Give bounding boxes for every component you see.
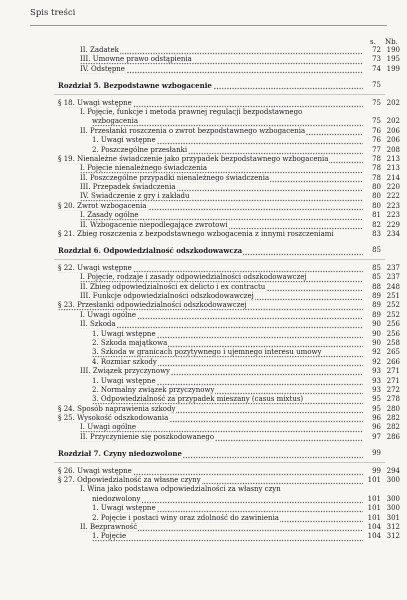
- chapter-entry[interactable]: [0, 81, 407, 90]
- entry-title: 2. Pojęcie i postaci winy oraz zdolność do zawinienia: [92, 514, 363, 523]
- page-number: 85: [372, 273, 381, 282]
- toc-entry[interactable]: [0, 117, 407, 126]
- toc-entry[interactable]: [0, 348, 407, 357]
- entry-title: 2. Szkoda majątkowa: [92, 339, 363, 348]
- entry-title: § 24. Sposób naprawienia szkody: [58, 405, 363, 414]
- toc-entry[interactable]: [0, 358, 407, 367]
- margin-number: 278: [386, 395, 400, 404]
- margin-number: 223: [386, 201, 400, 210]
- page-number: 80: [372, 201, 381, 210]
- entry-title: 1. Uwagi wstępne: [92, 136, 363, 145]
- chapter-divider: [54, 94, 385, 95]
- entry-title: I. Zasady ogólne: [80, 211, 363, 220]
- page-number: 72: [372, 46, 381, 54]
- margin-number: 229: [386, 220, 400, 229]
- toc-entry[interactable]: [0, 311, 407, 320]
- toc-entry[interactable]: [0, 292, 407, 301]
- toc-entry[interactable]: [0, 467, 407, 476]
- entry-title: I. Pojęcie nienależnego świadczenia: [80, 164, 363, 173]
- entry-title: § 18. Uwagi wstępne: [58, 99, 363, 108]
- entry-title: 3. Odpowiedzialność za przypadek mieszany (casus mixtus): [92, 395, 363, 404]
- page-number: 89: [372, 301, 381, 310]
- margin-number: 237: [386, 273, 400, 282]
- entry-title: I. Uwagi ogólne: [80, 311, 363, 320]
- entry-title: I. Pojęcie, rodzaje i zasady odpowiedzialności odszkodowawczej: [80, 273, 363, 282]
- entry-title: niedozwolony: [92, 495, 363, 504]
- toc-entry[interactable]: [0, 414, 407, 423]
- chapter-entry[interactable]: [0, 449, 407, 458]
- toc-entry[interactable]: [0, 211, 407, 220]
- toc-entry[interactable]: [0, 273, 407, 282]
- entry-title: 4. Rozmiar szkody: [92, 358, 363, 367]
- page-number: 78: [372, 173, 381, 182]
- entry-title: III. Funkcje odpowiedzialności odszkodowawczej: [80, 292, 363, 301]
- entry-title: 1. Pojęcie: [92, 532, 363, 541]
- toc-entry[interactable]: [0, 485, 407, 494]
- margin-number: 251: [386, 291, 400, 300]
- toc-entry[interactable]: [0, 174, 407, 183]
- entry-title: II. Wzbogacenie niepodlegające zwrotowi: [80, 221, 363, 230]
- margin-number: 312: [386, 522, 400, 531]
- chapter-divider: [54, 259, 385, 260]
- toc-entry[interactable]: [0, 230, 407, 239]
- page-number: 85: [372, 246, 381, 255]
- margin-number: 300: [386, 494, 400, 503]
- chapter-entry[interactable]: [0, 246, 407, 255]
- entry-title: Rozdział 7. Czyny niedozwolone: [58, 449, 363, 458]
- margin-number: 294: [386, 466, 400, 475]
- margin-number: 282: [386, 414, 400, 423]
- header-rule: [30, 25, 387, 26]
- margin-number: 220: [386, 183, 400, 192]
- entry-title: 1. Uwagi wstępne: [92, 330, 363, 339]
- toc-entry[interactable]: [0, 301, 407, 310]
- margin-number: 300: [386, 476, 400, 485]
- toc-entry[interactable]: [0, 504, 407, 513]
- page-number: 75: [372, 81, 381, 90]
- margin-number: 300: [386, 504, 400, 513]
- toc-entry[interactable]: [0, 405, 407, 414]
- toc-entry[interactable]: [0, 523, 407, 532]
- toc-entry[interactable]: [0, 183, 407, 192]
- margin-number: 213: [386, 164, 400, 173]
- page-number: 104: [367, 522, 381, 531]
- page-number: 96: [372, 423, 381, 432]
- toc-entry[interactable]: [0, 476, 407, 485]
- toc-entry[interactable]: [0, 386, 407, 395]
- toc-entry[interactable]: [0, 99, 407, 108]
- toc-entry[interactable]: [0, 283, 407, 292]
- margin-number: 271: [386, 367, 400, 376]
- page-number: 82: [372, 220, 381, 229]
- entry-title: § 23. Przesłanki odpowiedzialności odszkodowawczej: [58, 301, 363, 310]
- entry-title: § 19. Nienależne świadczenie jako przypadek bezpodstawnego wzbogacenia: [58, 155, 363, 164]
- entry-title: § 27. Odpowiedzialność za własne czyny: [58, 476, 363, 485]
- entry-title: 1. Uwagi wstępne: [92, 377, 363, 386]
- page-number: 101: [367, 513, 381, 522]
- entry-title: I. Pojęcie, funkcje i metoda prawnej regulacji bezpodstawnego: [80, 107, 303, 116]
- entry-title: 2. Poszczególne przesłanki: [92, 146, 363, 155]
- page-number: 89: [372, 310, 381, 319]
- margin-number: 213: [386, 154, 400, 163]
- page-number: 99: [372, 449, 381, 458]
- toc-entry[interactable]: [0, 514, 407, 523]
- toc-entry[interactable]: [0, 136, 407, 145]
- margin-number: 258: [386, 338, 400, 347]
- toc-entry[interactable]: [0, 127, 407, 136]
- toc-entry[interactable]: [0, 55, 407, 64]
- page-number: 76: [372, 136, 381, 145]
- margin-number: 206: [386, 126, 400, 135]
- page-number: 101: [367, 494, 381, 503]
- page-number: 78: [372, 164, 381, 173]
- entry-title: Rozdział 6. Odpowiedzialność odszkodowawcza: [58, 246, 363, 255]
- page-number: 75: [372, 117, 381, 126]
- margin-number-column-label: Nb.: [385, 38, 398, 46]
- entry-title: § 25. Wysokość odszkodowania: [58, 414, 363, 423]
- page-number: 99: [372, 466, 381, 475]
- toc-entry[interactable]: [0, 65, 407, 74]
- entry-title: III. Związek przyczynowy: [80, 367, 363, 376]
- toc-entry[interactable]: [0, 377, 407, 386]
- page-number: 90: [372, 338, 381, 347]
- entry-title: wzbogacenia: [92, 117, 363, 126]
- section-gap: [0, 239, 407, 246]
- margin-number: 301: [386, 513, 400, 522]
- entry-title: § 26. Uwagi wstępne: [58, 467, 363, 476]
- page-number: 85: [372, 263, 381, 272]
- margin-number: 252: [386, 301, 400, 310]
- toc-entry[interactable]: [0, 46, 407, 55]
- toc-entry[interactable]: [0, 221, 407, 230]
- margin-number: 234: [386, 230, 400, 239]
- entry-title: § 21. Zbieg roszczenia z bezpodstawnego wzbogacenia z innymi roszczeniami: [58, 230, 334, 239]
- page-number: 90: [372, 320, 381, 329]
- page-number: 97: [372, 432, 381, 441]
- toc-entry[interactable]: [0, 164, 407, 173]
- chapter-divider: [54, 462, 385, 463]
- margin-number: 280: [386, 404, 400, 413]
- page-number: 101: [367, 504, 381, 513]
- entry-title: § 20. Zwrot wzbogacenia: [58, 202, 363, 211]
- margin-number: 208: [386, 145, 400, 154]
- page-number: 89: [372, 291, 381, 300]
- page-number: 73: [372, 55, 381, 64]
- margin-number: 248: [386, 282, 400, 291]
- page-number: 76: [372, 126, 381, 135]
- margin-number: 286: [386, 432, 400, 441]
- page-number: 92: [372, 348, 381, 357]
- entry-title: II. Szkoda: [80, 320, 363, 329]
- page-number: 96: [372, 414, 381, 423]
- section-gap: [0, 74, 407, 81]
- toc-entry[interactable]: [0, 367, 407, 376]
- page-number: 95: [372, 395, 381, 404]
- margin-number: 202: [386, 98, 400, 107]
- page-number: 75: [372, 98, 381, 107]
- entry-title: IV. Świadczenie z gry i zakładu: [80, 192, 363, 201]
- toc-entry[interactable]: [0, 202, 407, 211]
- page-number: 93: [372, 385, 381, 394]
- toc-entry[interactable]: [0, 146, 407, 155]
- margin-number: 271: [386, 376, 400, 385]
- toc-entry[interactable]: [0, 395, 407, 404]
- margin-number: 214: [386, 173, 400, 182]
- toc-entry[interactable]: [0, 532, 407, 541]
- toc-entry[interactable]: [0, 192, 407, 201]
- margin-number: 202: [386, 117, 400, 126]
- margin-number: 265: [386, 348, 400, 357]
- entry-title: I. Wina jako podstawa odpowiedzialności za własny czyn: [80, 485, 281, 494]
- entry-title: II. Przesłanki roszczenia o zwrot bezpodstawnego wzbogacenia: [80, 127, 363, 136]
- entry-title: § 22. Uwagi wstępne: [58, 264, 363, 273]
- page-number: 77: [372, 145, 381, 154]
- entry-title: II. Zbieg odpowiedzialności ex delicto i ex contractu: [80, 283, 363, 292]
- toc-entry[interactable]: [0, 108, 407, 117]
- page-number: 92: [372, 357, 381, 366]
- margin-number: 237: [386, 263, 400, 272]
- entry-title: I. Uwagi ogólne: [80, 423, 363, 432]
- toc-entry[interactable]: [0, 330, 407, 339]
- page-column-label: s.: [370, 38, 376, 46]
- entry-title: II. Zadatek: [80, 46, 363, 55]
- margin-number: 312: [386, 532, 400, 541]
- page-number: 104: [367, 532, 381, 541]
- margin-number: 282: [386, 423, 400, 432]
- entry-title: II. Poszczególne przypadki nienależnego świadczenia: [80, 174, 363, 183]
- page-number: 83: [372, 230, 381, 239]
- running-header: Spis treści: [30, 8, 76, 18]
- page-number: 101: [367, 476, 381, 485]
- page-number: 93: [372, 376, 381, 385]
- page-number: 95: [372, 404, 381, 413]
- margin-number: 256: [386, 320, 400, 329]
- entry-title: 3. Szkoda w granicach pozytywnego i ujemnego interesu umowy: [92, 348, 363, 357]
- table-of-contents: [0, 46, 407, 542]
- entry-title: III. Umowne prawo odstąpienia: [80, 55, 363, 64]
- entry-title: III. Przepadek świadczenia: [80, 183, 363, 192]
- toc-entry[interactable]: [0, 423, 407, 432]
- entry-title: Rozdział 5. Bezpodstawne wzbogacenie: [58, 81, 363, 90]
- page-number: 88: [372, 282, 381, 291]
- margin-number: 266: [386, 357, 400, 366]
- entry-title: II. Bezprawność: [80, 523, 363, 532]
- entry-title: IV. Odstępne: [80, 65, 363, 74]
- margin-number: 195: [386, 55, 400, 64]
- section-gap: [0, 442, 407, 449]
- entry-title: 1. Uwagi wstępne: [92, 504, 363, 513]
- toc-entry[interactable]: [0, 320, 407, 329]
- page-number: 81: [372, 211, 381, 220]
- margin-number: 272: [386, 385, 400, 394]
- toc-entry[interactable]: [0, 339, 407, 348]
- page-number: 74: [372, 64, 381, 73]
- page-number: 93: [372, 367, 381, 376]
- margin-number: 199: [386, 64, 400, 73]
- margin-number: 252: [386, 310, 400, 319]
- margin-number: 223: [386, 211, 400, 220]
- page-number: 80: [372, 183, 381, 192]
- margin-number: 256: [386, 329, 400, 338]
- toc-entry[interactable]: [0, 155, 407, 164]
- margin-number: 222: [386, 192, 400, 201]
- toc-entry[interactable]: [0, 264, 407, 273]
- page-number: 90: [372, 329, 381, 338]
- margin-number: 206: [386, 136, 400, 145]
- entry-title: 2. Normalny związek przyczynowy: [92, 386, 363, 395]
- page-number: 78: [372, 154, 381, 163]
- margin-number: 190: [386, 46, 400, 54]
- toc-entry[interactable]: [0, 495, 407, 504]
- page-number: 80: [372, 192, 381, 201]
- toc-entry[interactable]: [0, 433, 407, 442]
- entry-title: II. Przyczynienie się poszkodowanego: [80, 433, 363, 442]
